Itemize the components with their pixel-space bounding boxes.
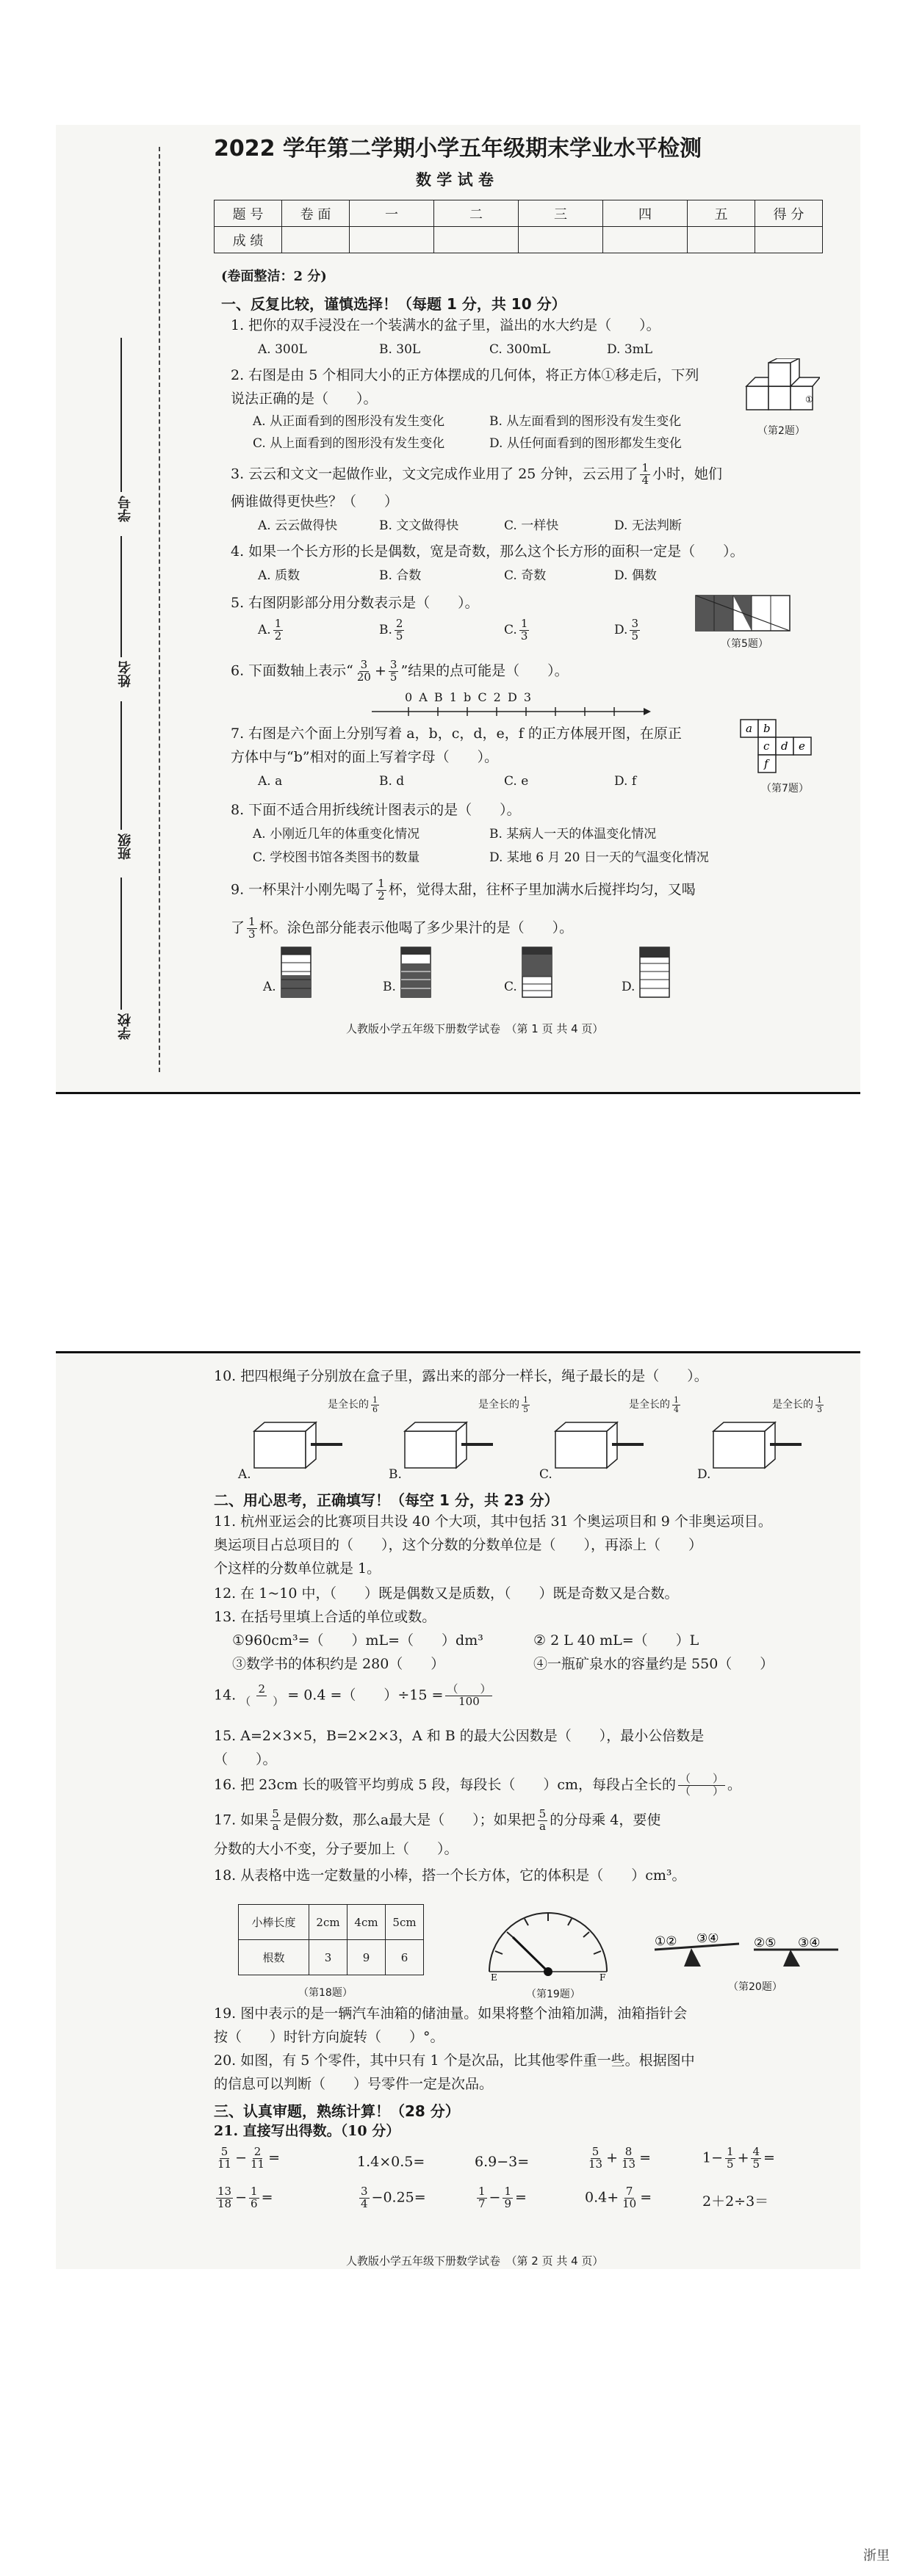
q2-option-d[interactable]: D. 从任何面看到的图形都发生变化 (489, 436, 682, 451)
q10-option-d[interactable]: D. (697, 1467, 711, 1482)
q12-text: 12. 在 1~10 中，（ ）既是偶数又是质数，（ ）既是奇数又是合数。 (214, 1585, 679, 1602)
q18-header-cell: 5cm (386, 1905, 424, 1940)
calc-frac (249, 2186, 259, 2210)
q11-line3: 个这样的分数单位就是 1。 (214, 1560, 381, 1577)
q20-caption: （第20题） (728, 1981, 782, 1993)
net-letter-e: e (799, 739, 805, 753)
q5-option-b-label: B. (379, 622, 392, 637)
calc-num: 1 (478, 2185, 486, 2198)
calc-num: 2 (253, 2145, 262, 2158)
q9-f1-den: 2 (378, 889, 385, 902)
calc-item (702, 2146, 775, 2171)
q9-cup-d (638, 946, 671, 999)
q6-axis-labels: 0 A B 1 b C 2 D 3 (405, 690, 533, 704)
score-header-cell: 题 号 (215, 200, 282, 227)
q13-c: ③数学书的体积约是 280（ ） (232, 1656, 445, 1672)
q14-f1-num: 2 (258, 1682, 265, 1696)
q10-label-c-frac (672, 1396, 680, 1414)
score-header-cell: 得 分 (755, 200, 823, 227)
q13-a: ①960cm³=（ ）mL=（ ）dm³ (232, 1632, 483, 1649)
exam-page-2 (56, 1351, 860, 2269)
exam-title: 2022 学年第二学期小学五年级期末学业水平检测 (214, 136, 702, 162)
q5-caption: （第5题） (721, 638, 768, 650)
calc-den: 10 (622, 2196, 637, 2210)
calc-op: −0.25= (371, 2189, 426, 2206)
exam-subtitle: 数 学 试 卷 (416, 170, 494, 189)
q14-label: 14. (214, 1687, 237, 1704)
calc-den: 7 (478, 2196, 486, 2210)
q7-stem-line2: 方体中与“b”相对的面上写着字母（ ）。 (231, 749, 499, 765)
q5-option-c[interactable] (504, 618, 531, 643)
q19-fuel-gauge (482, 1904, 614, 1981)
q20-line1: 20. 如图，有 5 个零件，其中只有 1 个是次品，比其他零件重一些。根据图中 (214, 2052, 695, 2069)
calc-eq: = (639, 2149, 652, 2166)
calc-den: 5 (752, 2157, 760, 2171)
q11-line1: 11. 杭州亚运会的比赛项目共设 40 个大项，其中包括 31 个奥运项目和 9 个非奥运项目。 (214, 1513, 772, 1530)
margin-label-school: 学校 (118, 1013, 133, 1040)
margin-label-class: 班级 (118, 833, 133, 860)
q9-stem-line2 (231, 916, 573, 941)
q5-option-d-label: D. (614, 622, 628, 637)
q5-c-den: 3 (520, 629, 528, 643)
q8-option-a[interactable]: A. 小刚近几年的体重变化情况 (253, 827, 420, 842)
q10-label-d-text: 是全长的 (772, 1399, 813, 1411)
q3-option-d[interactable]: D. 无法判断 (614, 518, 682, 533)
q18-row-cell: 6 (386, 1940, 424, 1975)
q14-frac-2 (445, 1684, 492, 1708)
q8-option-b[interactable]: B. 某病人一天的体温变化情况 (489, 827, 657, 842)
calc-num: 1 (251, 2185, 258, 2198)
q10-label-a-text: 是全长的 (328, 1399, 369, 1411)
q4-stem: 4. 如果一个长方形的长是偶数，宽是奇数，那么这个长方形的面积一定是（ ）。 (231, 543, 744, 560)
q9-frac-1 (376, 878, 386, 902)
margin-line-school (120, 878, 122, 1010)
q19-gauge-e: E (491, 1972, 497, 1981)
q9-stem-part-c: 了 (231, 919, 245, 936)
calc-frac (503, 2186, 513, 2210)
q18-header-cell: 小棒长度 (239, 1905, 309, 1940)
q21-heading: 21. 直接写出得数。（10 分） (214, 2123, 400, 2139)
q13-b: ② 2 L 40 mL=（ ）L (533, 1632, 699, 1649)
calc-eq: = (515, 2189, 527, 2206)
score-header-cell: 二 (434, 200, 519, 227)
q4-option-d[interactable]: D. 偶数 (614, 568, 657, 583)
score-cell[interactable] (282, 227, 350, 253)
section-1-heading: 一、反复比较，谨慎选择！（每题 1 分，共 10 分） (221, 295, 566, 313)
q6-f1-den: 20 (356, 670, 371, 684)
q18-caption: （第18题） (298, 1987, 353, 1999)
q4-option-c[interactable]: C. 奇数 (504, 568, 547, 583)
q1-option-c[interactable]: C. 300mL (489, 342, 551, 357)
q9-cup-b (400, 946, 432, 999)
calc-item (214, 2186, 273, 2210)
q15-line1: 15. A=2×3×5，B=2×2×3，A 和 B 的最大公因数是（ ），最小公倍数是 (214, 1728, 705, 1744)
calc-frac (477, 2186, 487, 2210)
q1-stem: 1. 把你的双手浸没在一个装满水的盆子里，溢出的水大约是（ ）。 (231, 317, 660, 333)
calc-eq: = (763, 2149, 775, 2166)
q17-f1-den: a (272, 1819, 279, 1833)
page1-footer: 人教版小学五年级下册数学试卷 （第 1 页 共 4 页） (346, 1022, 604, 1035)
score-cell[interactable] (688, 227, 755, 253)
q18-row-cell: 9 (348, 1940, 386, 1975)
q3-stem-line2: 俩谁做得更快些？（ ） (231, 493, 399, 510)
calc-item: 1.4×0.5= (357, 2154, 425, 2170)
q7-option-b[interactable]: B. d (379, 774, 405, 789)
q5-shaded-figure (695, 595, 791, 632)
q5-option-a[interactable] (258, 618, 285, 643)
q10-label-a (328, 1396, 381, 1414)
score-cell[interactable] (519, 227, 603, 253)
q3-fraction (640, 463, 650, 487)
q19-gauge-f: F (599, 1972, 606, 1981)
q5-option-a-frac (273, 618, 284, 643)
q5-option-c-frac (519, 618, 530, 643)
score-cell[interactable] (350, 227, 434, 253)
q9-f2-num: 1 (248, 915, 256, 928)
q10-option-a[interactable]: A. (238, 1467, 251, 1482)
q10-b-den: 5 (523, 1404, 528, 1414)
q3-option-c[interactable]: C. 一样快 (504, 518, 559, 533)
q13-stem: 13. 在括号里填上合适的单位或数。 (214, 1609, 436, 1625)
q18-stem: 18. 从表格中选一定数量的小棒，搭一个长方体，它的体积是（ ）cm³。 (214, 1867, 686, 1884)
calc-item: 6.9−3= (475, 2154, 530, 2170)
q19-caption: （第19题） (526, 1989, 580, 2000)
q2-stem-line1: 2. 右图是由 5 个相同大小的正方体摆成的几何体，将正方体①移走后，下列 (231, 367, 699, 383)
q18-row-cell: 3 (309, 1940, 348, 1975)
q9-option-d-label[interactable]: D. (622, 980, 635, 994)
q9-cup-c (521, 946, 553, 999)
q6-number-line (372, 705, 651, 718)
q3-stem-part-b: 小时，她们 (652, 466, 722, 482)
q17-part-c: 的分母乘 4，要使 (550, 1812, 661, 1828)
calc-frac (216, 2146, 233, 2171)
q9-stem-part-b: 杯，觉得太甜，往杯子里加满水后搅拌均匀，又喝 (388, 881, 696, 898)
q7-option-d[interactable]: D. f (614, 774, 637, 789)
q10-option-c[interactable]: C. (539, 1467, 552, 1482)
calc-num: 4 (752, 2145, 760, 2158)
q14-f2-den: 100 (458, 1694, 480, 1708)
calc-op: − (489, 2189, 501, 2206)
q9-stem-line1 (231, 878, 696, 902)
calc-den: 11 (251, 2157, 265, 2171)
q9-option-c-label[interactable]: C. (504, 980, 517, 994)
q11-line2: 奥运项目占总项目的（ ），这个分数的分数单位是（ ），再添上（ ） (214, 1537, 703, 1553)
calc-eq: = (261, 2189, 273, 2206)
q6-stem-part-b: ”结果的点可能是（ ）。 (400, 662, 569, 679)
margin-line-class (120, 701, 122, 830)
q17-line1 (214, 1809, 660, 1833)
q5-option-a-label: A. (258, 622, 271, 637)
q14-text (214, 1684, 494, 1708)
q5-option-c-label: C. (504, 622, 517, 637)
q20-left-pan: ①② (655, 1934, 677, 1949)
q1-option-a[interactable]: A. 300L (258, 342, 307, 357)
q16-part-a: 16. 把 23cm 长的吸管平均剪成 5 段，每段长（ ）cm，每段占全长的 (214, 1776, 676, 1793)
q5-c-num: 1 (520, 617, 528, 630)
q3-option-b[interactable]: B. 文文做得快 (379, 518, 459, 533)
q17-f2-den: a (539, 1819, 546, 1833)
q10-label-c-text: 是全长的 (629, 1399, 670, 1411)
q10-label-b-text: 是全长的 (478, 1399, 519, 1411)
q10-d-num: 1 (817, 1395, 822, 1405)
q10-stem: 10. 把四根绳子分别放在盒子里，露出来的部分一样长，绳子最长的是（ ）。 (214, 1368, 708, 1384)
corner-watermark: 浙里 (863, 2548, 890, 2564)
calc-num: 5 (220, 2145, 228, 2158)
q16-part-b: 。 (727, 1776, 742, 1793)
score-header-cell: 卷 面 (282, 200, 350, 227)
q5-a-den: 2 (274, 629, 282, 643)
net-letter-c: c (763, 739, 770, 753)
margin-label-name: 姓名 (118, 661, 133, 687)
q2-cube-mark: ① (805, 394, 813, 405)
calc-den: 13 (588, 2157, 603, 2171)
q3-frac-num: 1 (641, 461, 649, 474)
calc-frac (216, 2186, 233, 2210)
q16-den: （ ） (680, 1784, 724, 1798)
q19-line2: 按（ ）时针方向旋转（ ）°。 (214, 2029, 444, 2045)
q5-option-d[interactable] (614, 618, 642, 643)
q5-b-den: 5 (395, 629, 403, 643)
q6-f2-den: 5 (389, 670, 397, 684)
q13-d: ④一瓶矿泉水的容量约是 550（ ） (533, 1656, 774, 1672)
exam-page-1 (56, 125, 860, 1094)
calc-op: + (606, 2149, 619, 2166)
calc-op: = (640, 2189, 652, 2206)
calc-frac (587, 2146, 604, 2171)
q10-b-num: 1 (523, 1395, 528, 1405)
q10-c-num: 1 (674, 1395, 679, 1405)
calc-num: 5 (591, 2145, 599, 2158)
calc-item (214, 2146, 280, 2171)
calc-eq: = (268, 2149, 281, 2166)
q20-right-pan: ②⑤ (754, 1936, 777, 1950)
net-letter-f: f (764, 757, 768, 770)
q1-option-d[interactable]: D. 3mL (607, 342, 653, 357)
net-letter-a: a (746, 722, 752, 735)
q6-frac-1 (356, 659, 372, 684)
calc-item (357, 2186, 426, 2210)
q10-label-c (629, 1396, 683, 1414)
calc-item: 2＋2÷3＝ (702, 2193, 769, 2210)
q5-option-d-frac (630, 618, 640, 643)
q10-label-b-frac (522, 1396, 530, 1414)
q5-d-den: 5 (631, 629, 638, 643)
q5-b-num: 2 (395, 617, 403, 630)
binding-dashed-line (159, 147, 160, 1072)
q20-balance-figure (651, 1933, 842, 1974)
q17-f1-num: 5 (272, 1807, 279, 1820)
score-row-label: 成 绩 (215, 227, 282, 253)
q6-f2-num: 3 (389, 658, 397, 671)
q5-stem: 5. 右图阴影部分用分数表示是（ ）。 (231, 595, 479, 611)
q3-option-a[interactable]: A. 云云做得快 (258, 518, 338, 533)
q7-option-c[interactable]: C. e (504, 774, 529, 789)
q17-frac-2 (538, 1809, 548, 1833)
q5-option-b-frac (395, 618, 405, 643)
q3-frac-den: 4 (641, 473, 649, 487)
score-cell[interactable] (603, 227, 688, 253)
q4-option-a[interactable]: A. 质数 (258, 568, 300, 583)
calc-den: 6 (251, 2196, 258, 2210)
q2-option-b[interactable]: B. 从左面看到的图形没有发生变化 (489, 414, 682, 429)
q9-option-b-label[interactable]: B. (383, 980, 396, 994)
q10-c-den: 4 (674, 1404, 679, 1414)
calc-den: 11 (217, 2157, 232, 2171)
margin-line-student-id (120, 338, 122, 492)
q6-plus: + (374, 662, 386, 679)
q3-stem-line1 (231, 463, 722, 487)
q18-header-cell: 4cm (348, 1905, 386, 1940)
section-3-heading: 三、认真审题，熟练计算！（28 分） (214, 2102, 460, 2120)
calc-op: − (235, 2189, 248, 2206)
q18-rod-table (238, 1904, 424, 1975)
q15-line2: （ ）。 (214, 1751, 277, 1768)
q9-frac-2 (247, 916, 257, 941)
q2-cube-figure (739, 358, 820, 419)
calc-den: 5 (727, 2157, 734, 2171)
q20-line2: 的信息可以判断（ ）号零件一定是次品。 (214, 2076, 494, 2092)
margin-line-name (120, 536, 122, 657)
calc-item (585, 2186, 652, 2210)
q8-stem: 8. 下面不适合用折线统计图表示的是（ ）。 (231, 802, 521, 818)
q6-frac-2 (389, 659, 399, 684)
q17-part-a: 17. 如果 (214, 1812, 269, 1828)
calc-frac (620, 2146, 637, 2171)
q14-mid: = 0.4 =（ ）÷15 = (287, 1687, 444, 1704)
score-cell[interactable] (755, 227, 823, 253)
calc-frac (249, 2146, 266, 2171)
calc-op: − (235, 2149, 248, 2166)
q9-cup-a (280, 946, 312, 999)
q17-f2-num: 5 (539, 1807, 547, 1820)
q1-option-b[interactable]: B. 30L (379, 342, 421, 357)
calc-op: + (737, 2149, 749, 2166)
q4-option-b[interactable]: B. 合数 (379, 568, 422, 583)
q6-f1-num: 3 (360, 658, 368, 671)
q20-right-pan-2: ③④ (798, 1936, 821, 1950)
q20-left-pan-2: ③④ (696, 1933, 719, 1946)
calc-frac (725, 2146, 735, 2171)
q5-a-num: 1 (274, 617, 282, 630)
calc-den: 4 (361, 2196, 368, 2210)
q10-label-a-frac (371, 1396, 379, 1414)
q17-line2: 分数的大小不变，分子要加上（ ）。 (214, 1841, 458, 1857)
net-letter-d: d (781, 739, 788, 753)
q14-f1-den: （ ） (240, 1694, 284, 1708)
q16-frac (678, 1773, 725, 1798)
q2-option-a[interactable]: A. 从正面看到的图形没有发生变化 (253, 414, 445, 429)
q7-cube-net (739, 718, 820, 778)
calc-num: 13 (217, 2185, 232, 2198)
calc-num: 1 (504, 2185, 512, 2198)
q6-stem (231, 659, 569, 684)
calc-den: 18 (217, 2196, 232, 2210)
q3-stem-part-a: 3. 云云和文文一起做作业，文文完成作业用了 25 分钟，云云用了 (231, 466, 638, 482)
q5-option-b[interactable] (379, 618, 406, 643)
q16-num: （ ） (680, 1772, 724, 1785)
q9-stem-part-d: 杯。涂色部分能表示他喝了多少果汁的是（ ）。 (259, 919, 574, 936)
q10-label-d (772, 1396, 826, 1414)
q9-stem-part-a: 9. 一杯果汁小刚先喝了 (231, 881, 375, 898)
calc-num: 1 (727, 2145, 734, 2158)
calc-den: 9 (504, 2196, 512, 2210)
q10-d-den: 3 (817, 1404, 822, 1414)
score-cell[interactable] (434, 227, 519, 253)
margin-label-student-id: 学号 (118, 496, 133, 522)
q10-label-b (478, 1396, 532, 1414)
q17-frac-1 (270, 1809, 281, 1833)
calc-num: 3 (361, 2185, 368, 2198)
q10-option-b[interactable]: B. (389, 1467, 402, 1482)
q7-stem-line1: 7. 右图是六个面上分别写着 a，b，c，d，e，f 的正方体展开图，在原正 (231, 726, 682, 742)
q2-caption: （第2题） (757, 425, 805, 437)
q10-a-num: 1 (372, 1395, 378, 1405)
q14-f2-num: （ ） (447, 1682, 491, 1696)
q2-stem-line2: 说法正确的是（ ）。 (231, 391, 378, 407)
q2-option-c[interactable]: C. 从上面看到的图形没有发生变化 (253, 436, 445, 451)
section-2-heading: 二、用心思考，正确填写！（每空 1 分，共 23 分） (214, 1491, 559, 1509)
score-table (214, 200, 823, 253)
q16-text (214, 1773, 741, 1798)
q8-option-c[interactable]: C. 学校图书馆各类图书的数量 (253, 850, 420, 865)
score-header-cell: 四 (603, 200, 688, 227)
calc-num: 8 (624, 2145, 633, 2158)
q8-option-d[interactable]: D. 某地 6 月 20 日一天的气温变化情况 (489, 850, 709, 865)
q7-caption: （第7题） (761, 783, 809, 795)
net-letter-b: b (763, 722, 771, 735)
q18-header-cell: 2cm (309, 1905, 348, 1940)
calc-lead: 1− (702, 2149, 724, 2166)
q6-stem-part-a: 6. 下面数轴上表示“ (231, 662, 353, 679)
calc-frac (359, 2186, 370, 2210)
q9-option-a-label[interactable]: A. (263, 980, 276, 994)
page2-footer: 人教版小学五年级下册数学试卷 （第 2 页 共 4 页） (346, 2254, 604, 2268)
calc-frac (621, 2186, 638, 2210)
score-header-cell: 一 (350, 200, 434, 227)
q10-label-d-frac (815, 1396, 824, 1414)
q14-frac-1 (238, 1684, 285, 1708)
score-header-cell: 三 (519, 200, 603, 227)
q9-f2-den: 3 (248, 927, 256, 941)
calc-item (585, 2146, 651, 2171)
q18-row-cell: 根数 (239, 1940, 309, 1975)
q17-part-b: 是假分数，那么a最大是（ ）；如果把 (282, 1812, 536, 1828)
calc-lead: 0.4+ (585, 2189, 619, 2206)
calc-num: 7 (625, 2185, 633, 2198)
q19-line1: 19. 图中表示的是一辆汽车油箱的储油量。如果将整个油箱加满，油箱指针会 (214, 2005, 688, 2022)
q7-option-a[interactable]: A. a (258, 774, 283, 789)
q10-a-den: 6 (372, 1404, 378, 1414)
calc-item (475, 2186, 527, 2210)
q5-d-num: 3 (631, 617, 638, 630)
neatness-note: (卷面整洁：2 分) (221, 269, 327, 284)
score-header-cell: 五 (688, 200, 755, 227)
calc-den: 13 (622, 2157, 636, 2171)
q9-f1-num: 1 (378, 877, 385, 890)
calc-frac (751, 2146, 761, 2171)
